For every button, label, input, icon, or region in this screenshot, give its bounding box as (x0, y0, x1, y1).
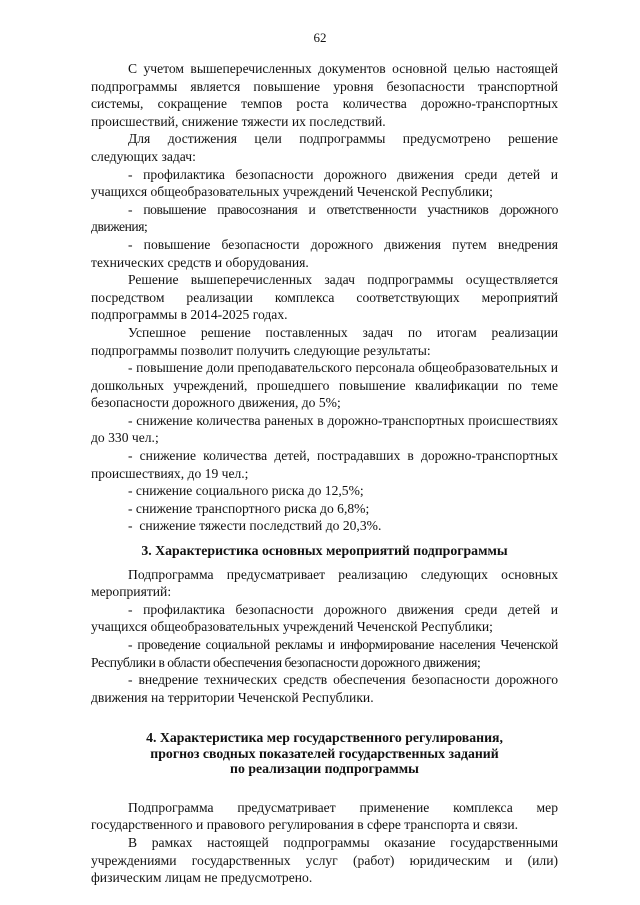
result-item: - снижение социального риска до 12,5%; (128, 483, 364, 499)
activity-item: - внедрение технических средств обеспечения безопасности дорожного движения на территории Чеченской Республики. (91, 672, 558, 705)
section-heading-line: 4. Характеристика мер государственного регулирования, (146, 730, 503, 746)
task-item: - повышение безопасности дорожного движения путем внедрения технических средств и оборудования. (91, 236, 558, 270)
page-number: 62 (313, 30, 327, 45)
implementation-paragraph: Решение вышеперечисленных задач подпрограммы осуществляется посредством реализации комплекса соответствующих мероприятий подпрограммы в 2014-2025 годах. (91, 272, 558, 323)
result-item: - снижение транспортного риска до 6,8%; (128, 500, 370, 516)
services-paragraph: В рамках настоящей подпрограммы оказание государственными учреждениями государственных услуг (работ) юридическим и (или) физическим лицам не предусмотрено. (91, 835, 558, 886)
section-4-header (91, 730, 558, 777)
tasks-intro-paragraph: Для достижения цели подпрограммы предусмотрено решение следующих задач: (91, 131, 558, 164)
goal-paragraph: С учетом вышеперечисленных документов основной целью настоящей подпрограммы является повышение уровня безопасности транспортной системы, сокращение темпов роста количества дорожно-транспортных происшествий, снижение тяжести их последствий. (91, 61, 558, 129)
page-content (91, 60, 558, 887)
task-item: - повышение правосознания и ответственности участников дорожного движения; (91, 201, 558, 235)
result-item: - снижение количества раненых в дорожно-транспортных происшествиях до 330 чел.; (91, 412, 558, 446)
section-heading-line: по реализации подпрограммы (230, 761, 419, 777)
activities-intro-paragraph: Подпрограмма предусматривает реализацию следующих основных мероприятий: (91, 566, 558, 600)
activity-item: - проведение социальной рекламы и информирование населения Чеченской Республики в области обеспечения безопасности дорожного движения; (91, 637, 558, 670)
section-heading-line: прогноз сводных показателей государственных заданий (150, 745, 499, 761)
task-item: - профилактика безопасности дорожного движения среди детей и учащихся общеобразовательных учреждений Чеченской Республики; (91, 166, 558, 200)
result-item: - снижение тяжести последствий до 20,3%. (128, 518, 382, 534)
activity-item: - профилактика безопасности дорожного движения среди детей и учащихся общеобразовательных учреждений Чеченской Республики; (91, 601, 558, 635)
result-item: - снижение количества детей, пострадавших в дорожно-транспортных происшествиях, до 19 чел.; (91, 448, 558, 481)
result-item: - повышение доли преподавательского персонала общеобразовательных и дошкольных учреждений, прошедшего повышение квалификации по теме безопасности дорожного движения, до 5%; (91, 360, 558, 411)
section-3-header (91, 542, 558, 560)
regulation-paragraph: Подпрограмма предусматривает применение комплекса мер государственного и правового регулирования в сфере транспорта и связи. (91, 799, 558, 833)
results-intro-paragraph: Успешное решение поставленных задач по итогам реализации подпрограммы позволит получить следующие результаты: (91, 324, 558, 358)
section-heading: 3. Характеристика основных мероприятий подпрограммы (141, 543, 508, 559)
